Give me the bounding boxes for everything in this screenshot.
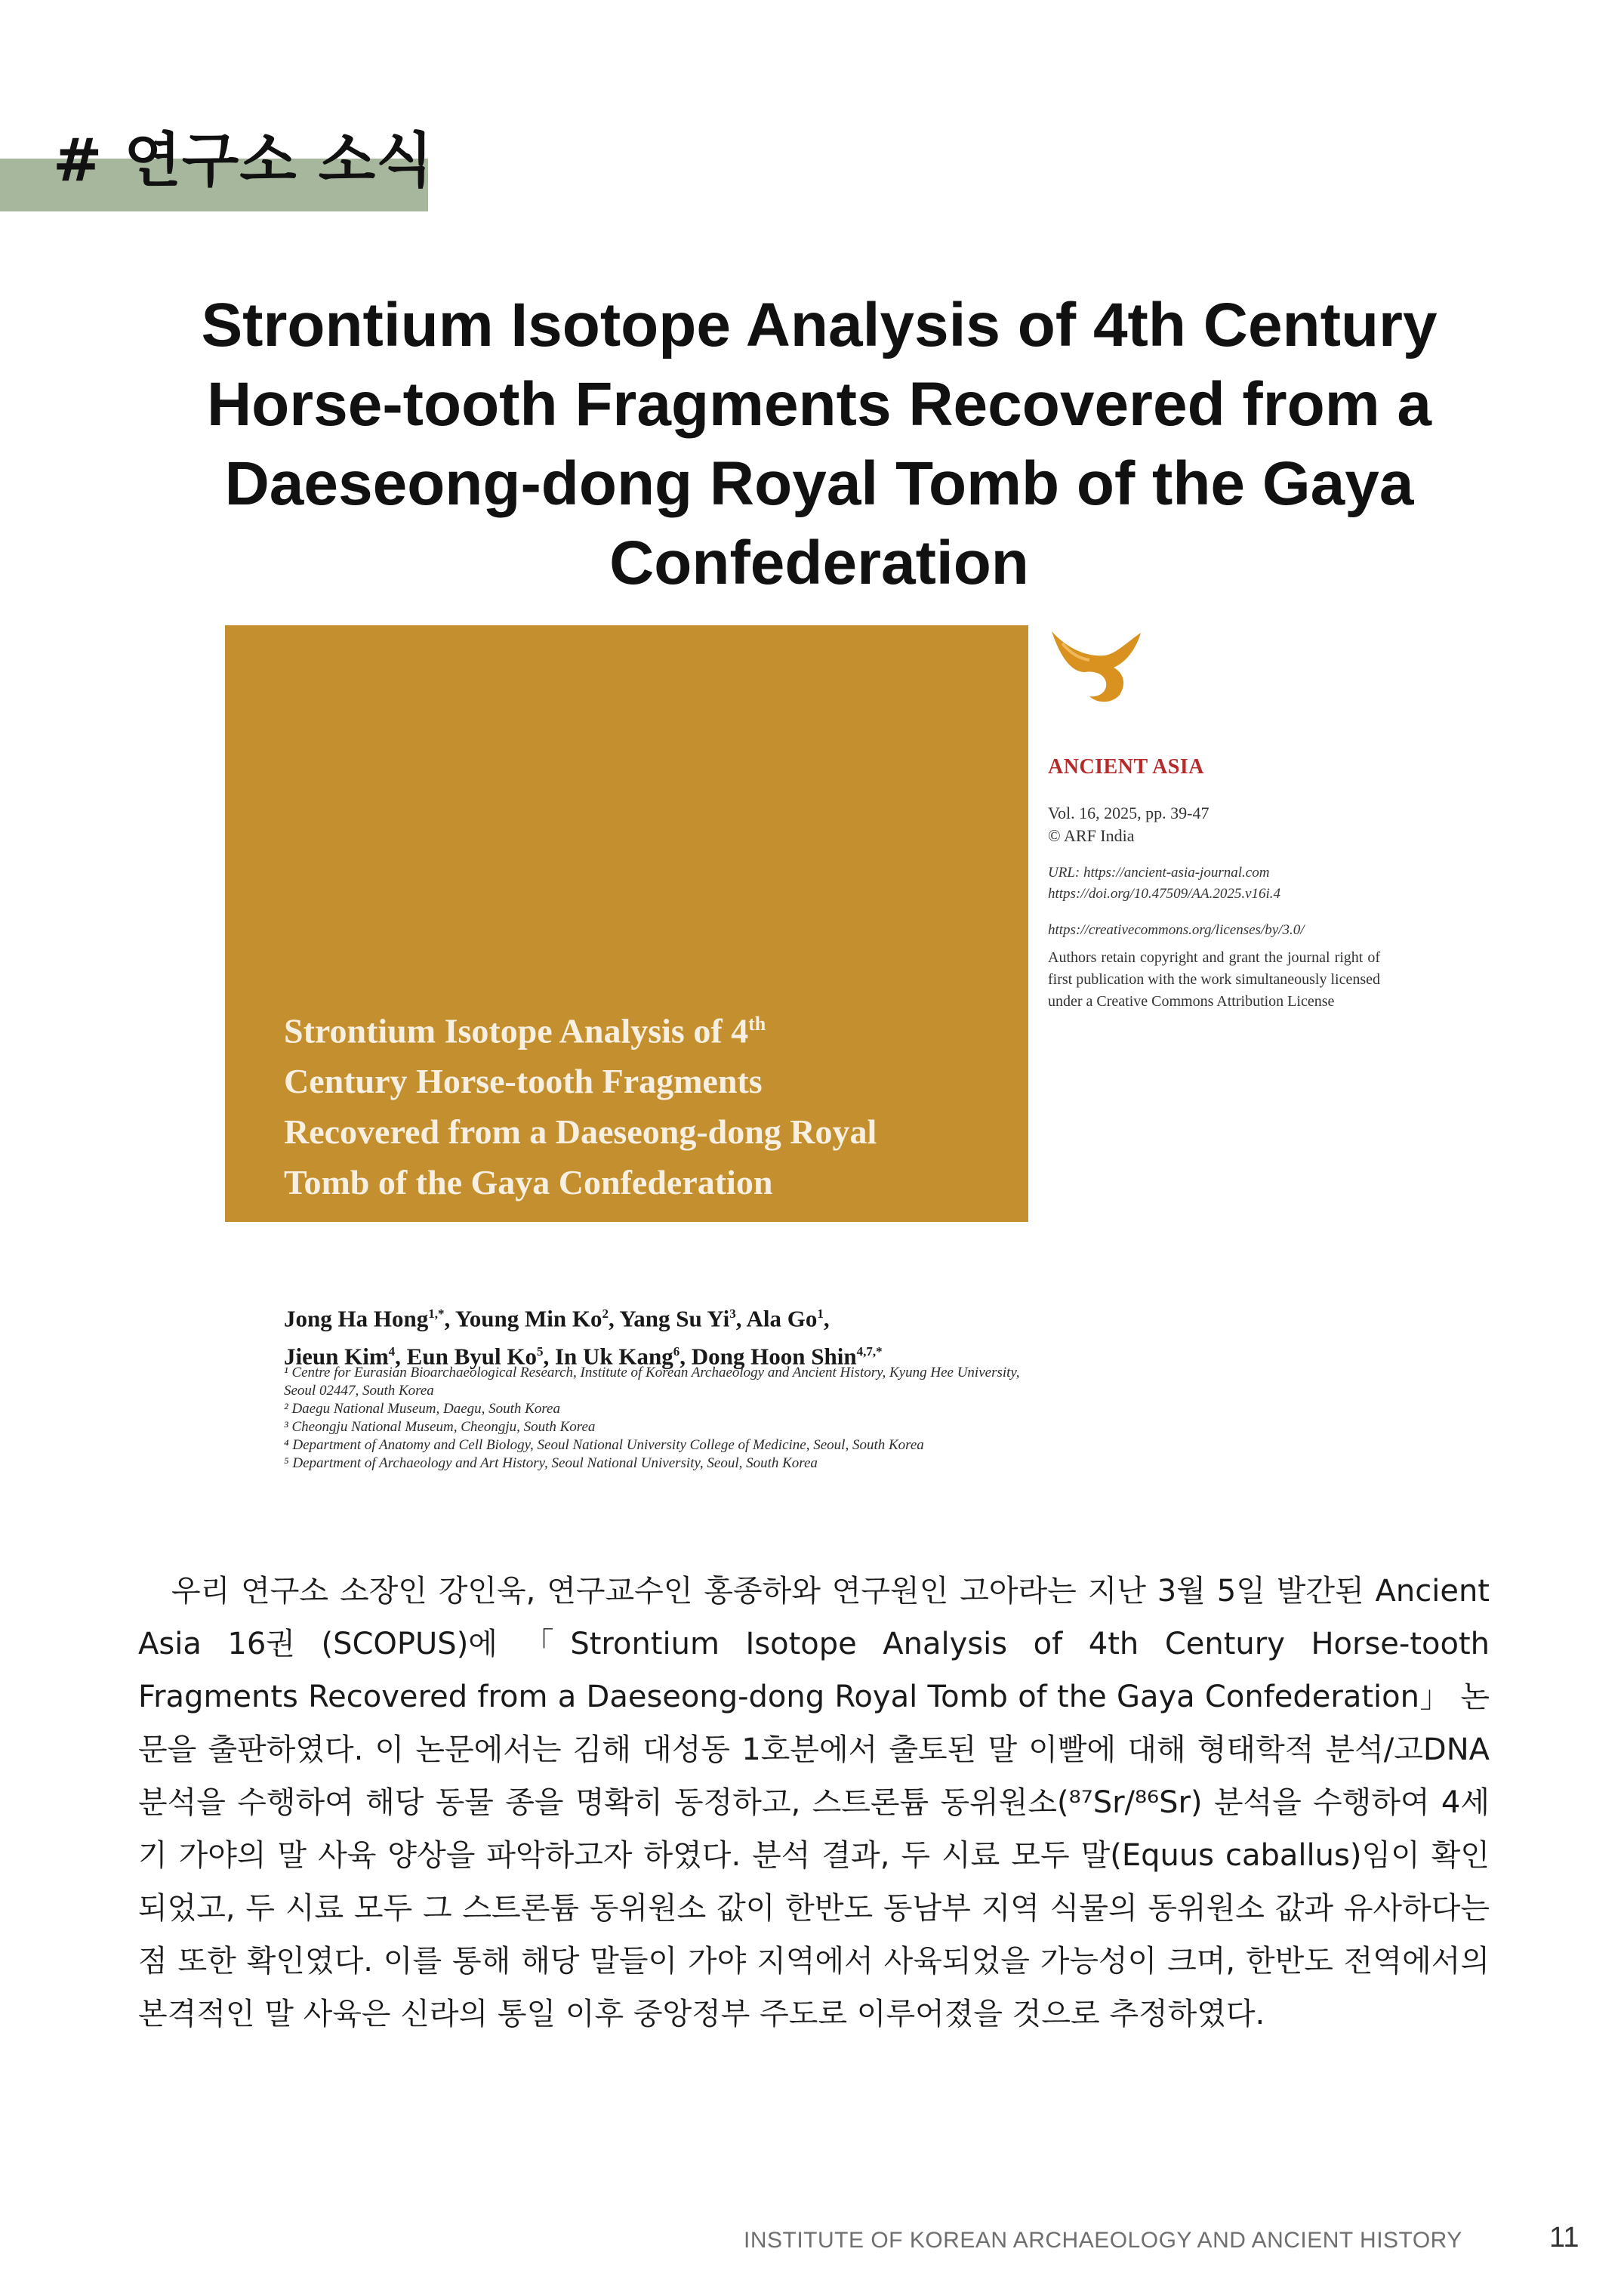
article-title: Strontium Isotope Analysis of 4th Century Horse-tooth Fragments Recovered from a Daeseong-dong Royal Tomb of the Gaya Confederation (201, 291, 1438, 597)
journal-publisher: © ARF India (1048, 826, 1135, 845)
journal-name: ANCIENT ASIA (1048, 755, 1204, 779)
journal-url: URL: https://ancient-asia-journal.com (1048, 865, 1270, 881)
body-paragraph: 우리 연구소 소장인 강인욱, 연구교수인 홍종하와 연구원인 고아라는 지난 3월 5일 발간된 Ancient Asia 16권 (SCOPUS)에 「Strontium Isotope Analysis of 4th Century Horse-tooth Fragments Recovered from a Daeseong-dong Royal Tomb of the Gaya Confederation」 논문을 출판하였다. 이 논문에서는 김해 대성동 1호분에서 출토된 말 이빨에 대해 형태학적 분석/고DNA 분석을 수행하여 해당 동물 종을 명확히 동정하고, 스트론튬 동위원소(⁸⁷Sr/⁸⁶Sr) 분석을 수행하여 4세기 가야의 말 사육 양상을 파악하고자 하였다. 분석 결과, 두 시료 모두 말(Equus caballus)임이 확인되었고, 두 시료 모두 그 스트론튬 동위원소 값이 한반도 동남부 지역 식물의 동위원소 값과 유사하다는 점 또한 확인였다. 이를 통해 해당 말들이 가야 지역에서 사육되었을 가능성이 크며, 한반도 전역에서의 본격적인 말 사육은 신라의 통일 이후 중앙정부 주도로 이루어졌을 것으로 추정하였다. (138, 1574, 1490, 2031)
section-tag: # 연구소 소식 (53, 127, 434, 195)
journal-cover-figure (225, 625, 1403, 1510)
affiliation-item: ² Daegu National Museum, Daegu, South Korea (284, 1401, 560, 1417)
page-number: 11 (1549, 2222, 1579, 2253)
journal-doi: https://doi.org/10.47509/AA.2025.v16i.4 (1048, 886, 1281, 902)
affiliation-item: ⁴ Department of Anatomy and Cell Biology, Seoul National University College of Medicine, Seoul, South Korea (284, 1437, 924, 1453)
cover-title: Strontium Isotope Analysis of 4th Century Horse-tooth Fragments Recovered from a Daeseong-dong Royal Tomb of the Gaya Confederation (284, 1011, 877, 1202)
affiliation-list (284, 1364, 1031, 1509)
affiliation-item: ³ Cheongju National Museum, Cheongju, South Korea (284, 1419, 596, 1435)
bird-logo-icon (1044, 625, 1150, 708)
affiliation-item: ⁵ Department of Archaeology and Art History, Seoul National University, Seoul, South Korea (284, 1455, 818, 1471)
license-url: https://creativecommons.org/licenses/by/3.0/ (1048, 922, 1305, 938)
journal-volume: Vol. 16, 2025, pp. 39-47 (1048, 804, 1210, 822)
cover-box (225, 625, 1028, 1222)
author-list: Jong Ha Hong$^{1,*}$, Young Min Ko$^2$, Yang Su Yi$^3$, Ala Go$^1$, Jieun Kim$^4$, Eun Byul Ko$^5$, In Uk Kang$^6$, Dong Hoon Shin$^{4,7,*}$ (284, 1305, 883, 1370)
license-text: Authors retain copyright and grant the journal right of first publication with the work simultaneously licensed under a Creative Commons Attribution License (1048, 949, 1380, 1010)
journal-info (1048, 755, 1380, 1013)
affiliation-item: ¹ Centre for Eurasian Bioarchaeological Research, Institute of Korean Archaeology and Ancient History, Kyung Hee University, Seoul 02447, South Korea (284, 1365, 1020, 1399)
footer-institute: INSTITUTE OF KOREAN ARCHAEOLOGY AND ANCIENT HISTORY (744, 2228, 1462, 2253)
